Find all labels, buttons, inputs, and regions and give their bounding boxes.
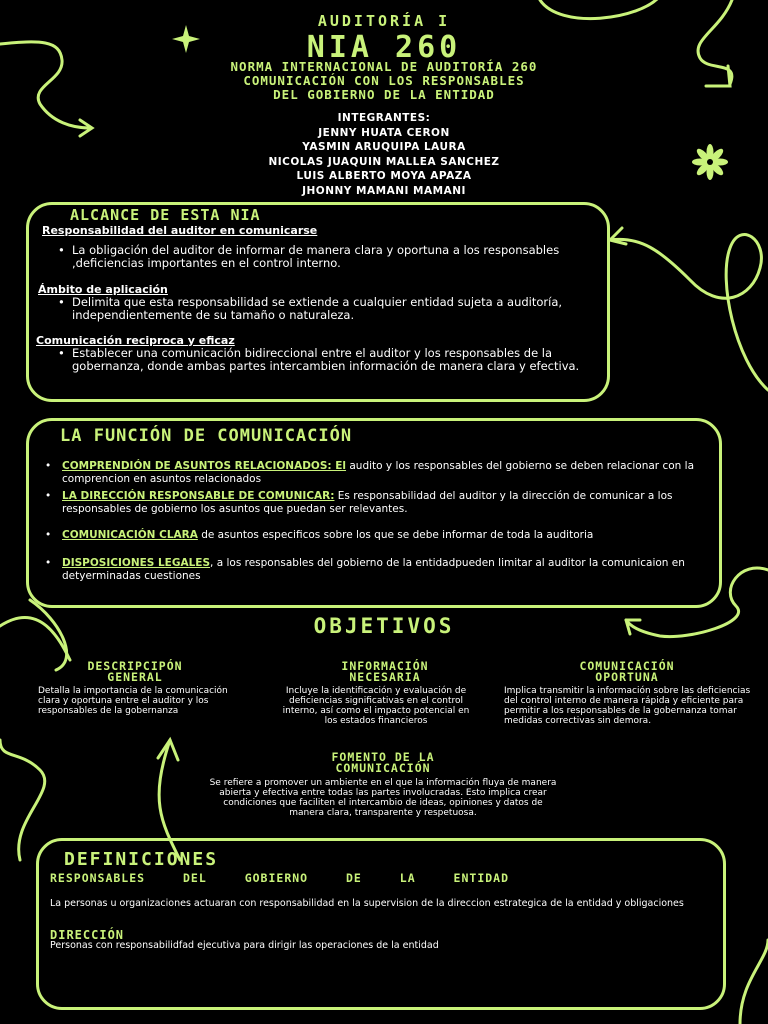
member-name: JENNY HUATA CERON bbox=[318, 126, 450, 139]
objetivo-title: DESCRIPCIPÓN GENERAL bbox=[87, 659, 183, 684]
alcance-text: • Establecer una comunicación bidireccional entre el auditor y los responsables de la gobernanza, donde ambas partes intercambien información de manera clara y efectiva. bbox=[72, 347, 597, 373]
alcance-text: • Delimita que esta responsabilidad se extiende a cualquier entidad sujeta a auditoría, independientemente de su tamaño o naturaleza. bbox=[72, 296, 597, 322]
alcance-heading: Comunicación reciproca y eficaz bbox=[36, 334, 235, 347]
alcance-text: • La obligación del auditor de informar de manera clara y oportuna a los responsables ,deficiencias importantes en el control interno. bbox=[72, 244, 597, 270]
list-item: • DISPOSICIONES LEGALES, a los responsables del gobierno de la entidadpueden limitar al auditor la comunicaion en detyerminadas cuestiones bbox=[45, 557, 685, 582]
alcance-heading: Responsabilidad del auditor en comunicarse bbox=[42, 224, 318, 237]
list-item: • COMUNICACIÓN CLARA de asuntos especificos sobre los que se debe informar de toda la auditoria bbox=[45, 529, 594, 541]
objetivo-title: FOMENTO DE LA COMUNICACIÓN bbox=[331, 750, 435, 775]
member-name: LUIS ALBERTO MOYA APAZA bbox=[296, 170, 472, 182]
definicion-term: DIRECCIÓN bbox=[50, 928, 125, 942]
definiciones-title: DEFINICIONES bbox=[64, 849, 219, 870]
objetivos-title: OBJETIVOS bbox=[313, 614, 455, 638]
course-title: AUDITORÍA I bbox=[317, 12, 451, 30]
objetivo-title: COMUNICACIÓN OPORTUNA bbox=[579, 659, 675, 684]
member-name: YASMIN ARUQUIPA LAURA bbox=[302, 141, 466, 153]
definicion-text: La personas u organizaciones actuaran con responsabilidad en la supervision de la direccion estrategica de la entidad y obligaciones bbox=[50, 898, 684, 909]
members-list bbox=[0, 111, 768, 198]
member-name: JHONNY MAMANI MAMANI bbox=[302, 184, 466, 197]
member-name: NICOLAS JUAQUIN MALLEA SANCHEZ bbox=[268, 155, 500, 168]
funcion-title: LA FUNCIÓN DE COMUNICACIÓN bbox=[60, 426, 353, 446]
definicion-text: Personas con responsabilidfad ejecutiva para dirigir las operaciones de la entidad bbox=[50, 940, 439, 951]
subtitle: NORMA INTERNACIONAL DE AUDITORÍA 260 COMUNICACIÓN CON LOS RESPONSABLES DEL GOBIERNO DE LA ENTIDAD bbox=[230, 59, 538, 102]
objetivo-text: Se refiere a promover un ambiente en el que la información fluya de manera abierta y efectiva entre todas las partes involucradas. Esto implica crear condiciones que faciliten el intercambio de ideas, opiniones y datos de manera clara, transparente y respetuosa. bbox=[209, 778, 557, 818]
list-item: • LA DIRECCIÓN RESPONSABLE DE COMUNICAR: Es responsabilidad del auditor y la dirección de comunicar a los responsables de gobierno los asuntos que puedan ser relevantes. bbox=[45, 490, 673, 515]
list-item: • COMPRENDIÓN DE ASUNTOS RELACIONADOS: El audito y los responsables del gobierno se deben relacionar con la comprencion en asuntos relacionados bbox=[45, 460, 695, 485]
objetivo-text: Detalla la importancia de la comunicación clara y oportuna entre el auditor y los responsables de la gobernanza bbox=[38, 686, 228, 716]
objetivo-text: Implica transmitir la información sobre las deficiencias del control interno de manera rápida y eficiente para permitir a los responsables de la gobernanza tomar medidas correctivas sin demora. bbox=[504, 686, 751, 726]
definicion-term: RESPONSABLES DEL GOBIERNO DE LA ENTIDAD bbox=[50, 871, 510, 885]
members-label: INTEGRANTES: bbox=[337, 112, 431, 124]
page-title: NIA 260 bbox=[306, 30, 462, 65]
objetivo-title: INFORMACIÓN NECESARIA bbox=[341, 659, 429, 684]
objetivo-text: Incluye la identificación y evaluación de deficiencias significativas en el control interno, así como el impacto potencial en los estados financieros bbox=[282, 686, 470, 726]
alcance-title: ALCANCE DE ESTA NIA bbox=[70, 206, 261, 224]
alcance-heading: Ámbito de aplicación bbox=[38, 283, 168, 296]
